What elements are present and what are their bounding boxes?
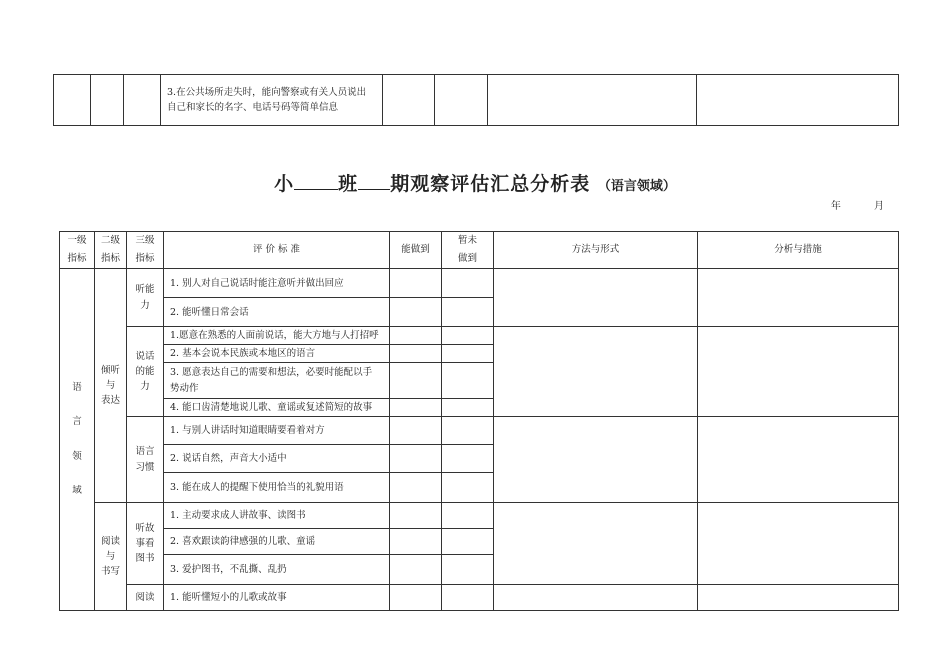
not-yet-cell (442, 417, 494, 445)
analysis-cell (698, 269, 899, 327)
analysis-cell (698, 327, 899, 417)
not-yet-cell (442, 529, 494, 555)
criteria-item: 2. 能听懂日常会话 (164, 298, 390, 327)
title-mid: 班 (338, 173, 359, 195)
criteria-item: 1.愿意在熟悉的人面前说话，能大方地与人打招呼 (164, 327, 390, 345)
table-row (60, 585, 899, 611)
method-cell (494, 503, 698, 585)
page-title (0, 169, 950, 196)
class-blank (294, 188, 338, 190)
table-row (60, 417, 899, 445)
header-can-do: 能做到 (390, 232, 442, 269)
criteria-item: 1. 能听懂短小的儿歌或故事 (164, 585, 390, 611)
criteria-cell (161, 75, 383, 126)
year-label: 年 (830, 201, 841, 212)
empty-cell (91, 75, 124, 126)
method-cell (494, 327, 698, 417)
header-method: 方法与形式 (494, 232, 698, 269)
method-cell (494, 269, 698, 327)
criteria-item: 2. 喜欢跟读韵律感强的儿歌、童谣 (164, 529, 390, 555)
not-yet-cell (442, 363, 494, 399)
subgroup-habits: 语言 习惯 (127, 417, 164, 503)
domain-cell: 语 言 领 域 (60, 269, 95, 611)
can-do-cell (390, 503, 442, 529)
header-analysis: 分析与措施 (698, 232, 899, 269)
can-do-cell (390, 445, 442, 473)
item-line: 3.在公共场所走失时，能向警察或有关人员说出 (167, 86, 367, 98)
subgroup-stories: 听故 事看 图书 (127, 503, 164, 585)
header-criteria: 评 价 标 准 (164, 232, 390, 269)
can-do-cell (390, 417, 442, 445)
not-yet-cell (442, 503, 494, 529)
not-yet-cell (442, 345, 494, 363)
table-row (54, 75, 899, 126)
method-cell (488, 75, 697, 126)
table-row (60, 503, 899, 529)
method-cell (494, 585, 698, 611)
subgroup-reading: 阅读 (127, 585, 164, 611)
item-line: 自己和家长的名字、电话号码等简单信息 (167, 102, 339, 113)
criteria-item: 3. 愿意表达自己的需要和想法，必要时能配以手 势动作 (164, 363, 390, 399)
title-suffix: 期观察评估汇总分析表 (390, 173, 591, 195)
analysis-cell (697, 75, 899, 126)
not-yet-cell (442, 298, 494, 327)
not-yet-cell (442, 445, 494, 473)
header-level3: 三级 指标 (127, 232, 164, 269)
not-yet-cell (442, 473, 494, 503)
header-not-yet: 暂未 做到 (442, 232, 494, 269)
criteria-item: 1. 主动要求成人讲故事、读图书 (164, 503, 390, 529)
analysis-cell (698, 503, 899, 585)
title-subtitle: （语言领域） (597, 179, 676, 194)
criteria-item: 3. 能在成人的提醒下使用恰当的礼貌用语 (164, 473, 390, 503)
analysis-cell (698, 585, 899, 611)
group-listen-express: 倾听 与 表达 (95, 269, 127, 503)
empty-cell (54, 75, 91, 126)
not-yet-cell (442, 585, 494, 611)
can-do-cell (390, 473, 442, 503)
can-do-cell (390, 327, 442, 345)
not-yet-cell (442, 327, 494, 345)
can-do-cell (390, 529, 442, 555)
can-do-cell (390, 363, 442, 399)
title-text (274, 173, 598, 195)
can-do-cell (390, 555, 442, 585)
can-do-cell (390, 269, 442, 298)
not-yet-cell (442, 269, 494, 298)
criteria-item: 1. 与别人讲话时知道眼睛要看着对方 (164, 417, 390, 445)
criteria-item: 2. 基本会说本民族或本地区的语言 (164, 345, 390, 363)
header-level2: 二级 指标 (95, 232, 127, 269)
criteria-item: 4. 能口齿清楚地说儿歌、童谣或复述简短的故事 (164, 399, 390, 417)
empty-cell (124, 75, 161, 126)
header-level1: 一级 指标 (60, 232, 95, 269)
not-yet-cell (442, 555, 494, 585)
group-read-write: 阅读 与 书写 (95, 503, 127, 611)
term-blank (358, 188, 390, 190)
previous-table-fragment (53, 74, 899, 126)
criteria-item: 2. 说话自然，声音大小适中 (164, 445, 390, 473)
can-do-cell (390, 399, 442, 417)
subgroup-speaking: 说话 的能 力 (127, 327, 164, 417)
table-row (60, 269, 899, 298)
can-do-cell (390, 298, 442, 327)
criteria-item: 3. 爱护图书，不乱撕、乱扔 (164, 555, 390, 585)
title-prefix: 小 (274, 173, 295, 195)
subgroup-hearing: 听能 力 (127, 269, 164, 327)
header-row (60, 232, 899, 269)
criteria-item: 1. 别人对自己说话时能注意听并做出回应 (164, 269, 390, 298)
method-cell (494, 417, 698, 503)
can-do-cell (390, 345, 442, 363)
not-yet-cell (442, 399, 494, 417)
assessment-table (59, 231, 899, 611)
table-row (60, 327, 899, 345)
can-do-cell (383, 75, 435, 126)
not-yet-cell (435, 75, 488, 126)
date-line (801, 197, 884, 212)
month-label: 月 (874, 201, 884, 212)
analysis-cell (698, 417, 899, 503)
can-do-cell (390, 585, 442, 611)
